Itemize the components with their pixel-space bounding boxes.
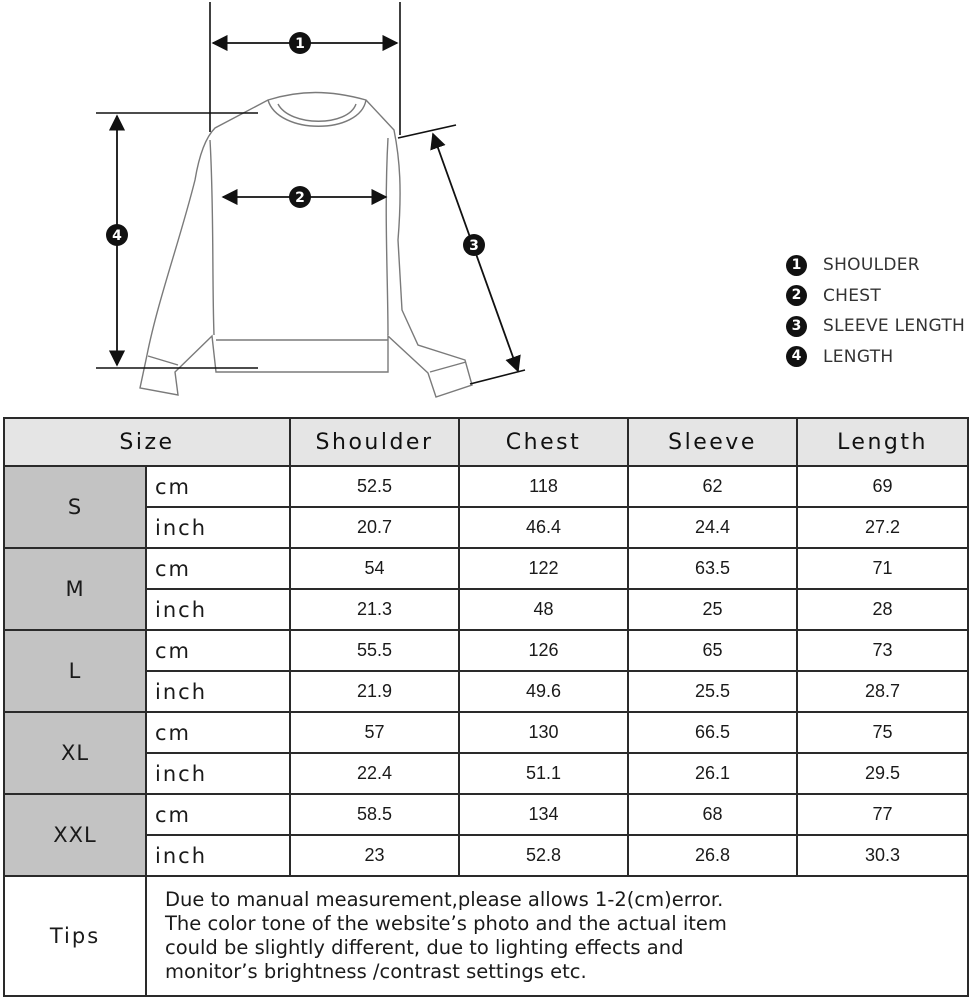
unit-label: inch [146,671,290,712]
table-row [4,589,968,630]
unit-label: inch [146,753,290,794]
header-shoulder: Shoulder [290,418,459,466]
shoulder-value: 54 [290,548,459,589]
svg-text:3: 3 [469,238,479,254]
table-row [4,712,968,753]
length-value: 73 [797,630,968,671]
table-row [4,794,968,835]
marker-3 [463,234,485,256]
table-row [4,753,968,794]
tips-line: could be slightly different, due to lighting effects and [165,936,684,959]
chest-value: 118 [459,466,628,507]
length-value: 27.2 [797,507,968,548]
measurement-legend [786,250,965,372]
tips-line: Due to manual measurement,please allows 1-2(cm)error. [165,888,724,911]
table-row [4,466,968,507]
size-label: L [4,630,146,712]
legend-label: CHEST [823,285,882,306]
unit-label: cm [146,466,290,507]
legend-item-chest [786,281,965,312]
sleeve-value: 25 [628,589,797,630]
tips-row [4,876,968,996]
shoulder-value: 21.3 [290,589,459,630]
length-value: 30.3 [797,835,968,876]
measurement-guides [96,2,525,384]
legend-label: LENGTH [823,346,894,367]
unit-label: cm [146,712,290,753]
chest-value: 134 [459,794,628,835]
marker-4 [106,224,128,246]
header-size: Size [4,418,290,466]
length-value: 69 [797,466,968,507]
tips-text [146,876,968,996]
unit-label: inch [146,835,290,876]
length-value: 28.7 [797,671,968,712]
sleeve-value: 65 [628,630,797,671]
marker-1 [289,32,311,54]
table-row [4,835,968,876]
unit-label: inch [146,507,290,548]
unit-label: cm [146,630,290,671]
shoulder-value: 58.5 [290,794,459,835]
legend-number: 2 [786,285,807,306]
length-value: 29.5 [797,753,968,794]
svg-text:1: 1 [295,36,305,52]
table-row [4,507,968,548]
table-row [4,630,968,671]
sleeve-value: 24.4 [628,507,797,548]
chest-value: 49.6 [459,671,628,712]
chest-value: 130 [459,712,628,753]
sleeve-value: 68 [628,794,797,835]
length-value: 28 [797,589,968,630]
chest-value: 126 [459,630,628,671]
legend-number: 4 [786,346,807,367]
header-length: Length [797,418,968,466]
legend-label: SHOULDER [823,255,920,276]
legend-item-sleeve-length [786,311,965,342]
sleeve-value: 26.1 [628,753,797,794]
tips-line: The color tone of the website’s photo and the actual item [165,912,727,935]
unit-label: cm [146,794,290,835]
table-row [4,548,968,589]
shoulder-value: 55.5 [290,630,459,671]
legend-number: 1 [786,255,807,276]
shoulder-value: 22.4 [290,753,459,794]
tips-label: Tips [4,876,146,996]
shoulder-value: 23 [290,835,459,876]
svg-text:2: 2 [295,190,305,206]
sleeve-value: 25.5 [628,671,797,712]
length-value: 77 [797,794,968,835]
legend-label: SLEEVE LENGTH [823,316,966,337]
size-label: XL [4,712,146,794]
header-chest: Chest [459,418,628,466]
length-value: 71 [797,548,968,589]
svg-text:4: 4 [112,228,122,244]
sleeve-value: 66.5 [628,712,797,753]
chest-value: 48 [459,589,628,630]
chest-value: 52.8 [459,835,628,876]
header-sleeve: Sleeve [628,418,797,466]
shoulder-value: 57 [290,712,459,753]
shoulder-value: 21.9 [290,671,459,712]
chest-value: 46.4 [459,507,628,548]
chest-value: 51.1 [459,753,628,794]
unit-label: inch [146,589,290,630]
sleeve-value: 63.5 [628,548,797,589]
size-label: M [4,548,146,630]
header-row [4,418,968,466]
size-chart-table [3,417,969,997]
sweater-outline [140,93,472,398]
marker-2 [289,186,311,208]
shoulder-value: 20.7 [290,507,459,548]
length-value: 75 [797,712,968,753]
sleeve-value: 62 [628,466,797,507]
size-label: XXL [4,794,146,876]
legend-number: 3 [786,316,807,337]
unit-label: cm [146,548,290,589]
table-row [4,671,968,712]
legend-item-length [786,342,965,373]
tips-line: monitor’s brightness /contrast settings etc. [165,960,587,983]
size-label: S [4,466,146,548]
legend-item-shoulder [786,250,965,281]
chest-value: 122 [459,548,628,589]
shoulder-value: 52.5 [290,466,459,507]
sleeve-value: 26.8 [628,835,797,876]
